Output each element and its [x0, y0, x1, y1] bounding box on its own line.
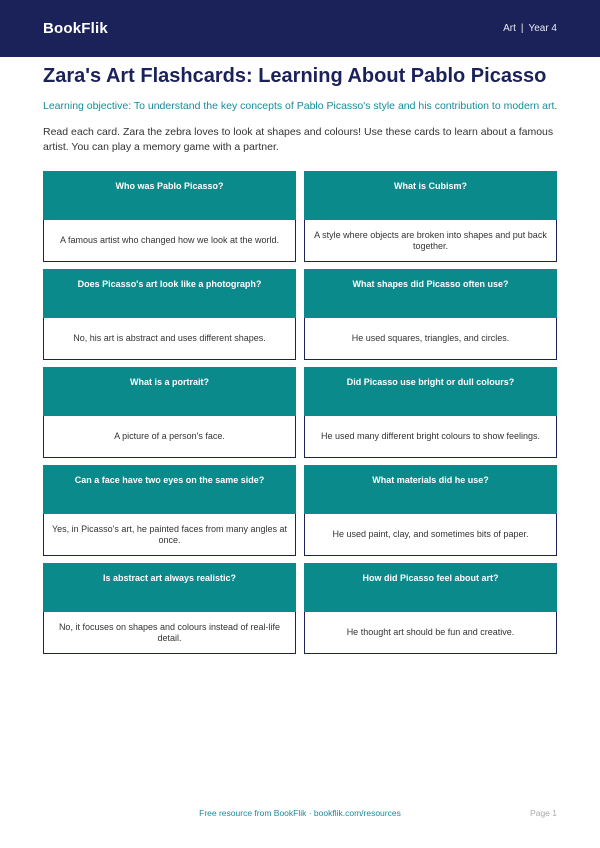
flashcard-answer: No, his art is abstract and uses different shapes. [43, 318, 296, 360]
flashcard-answer: Yes, in Picasso's art, he painted faces from many angles at once. [43, 514, 296, 556]
flashcard[interactable] [43, 269, 296, 360]
flashcard[interactable] [304, 563, 557, 654]
flashcard[interactable] [304, 269, 557, 360]
flashcard-answer: He used squares, triangles, and circles. [304, 318, 557, 360]
flashcard[interactable] [304, 171, 557, 262]
flashcard-answer: He used many different bright colours to show feelings. [304, 416, 557, 458]
flashcard-question: Is abstract art always realistic? [43, 563, 296, 612]
page-title: Zara's Art Flashcards: Learning About Pablo Picasso [43, 65, 547, 87]
footer-resource-link[interactable]: Free resource from BookFlik · bookflik.com/resources [199, 808, 401, 818]
flashcard[interactable] [43, 171, 296, 262]
flashcard-answer: No, it focuses on shapes and colours instead of real-life detail. [43, 612, 296, 654]
flashcard-question: What is a portrait? [43, 367, 296, 416]
intro-text: Read each card. Zara the zebra loves to look at shapes and colours! Use these cards to learn about a famous artist. You can play a memory game with a partner. [43, 126, 554, 153]
flashcard-answer: He used paint, clay, and sometimes bits of paper. [304, 514, 557, 556]
flashcard[interactable] [43, 563, 296, 654]
flashcard[interactable] [304, 367, 557, 458]
flashcard[interactable] [43, 367, 296, 458]
flashcard-answer: A famous artist who changed how we look at the world. [43, 220, 296, 262]
subject-year-label [503, 23, 557, 34]
flashcard-question: Can a face have two eyes on the same side? [43, 465, 296, 514]
page-number: Page 1 [530, 808, 557, 818]
flashcard-question: What materials did he use? [304, 465, 557, 514]
flashcard[interactable] [43, 465, 296, 556]
footer [0, 808, 600, 820]
flashcard-question: Does Picasso's art look like a photograph? [43, 269, 296, 318]
flashcard-answer: A style where objects are broken into shapes and put back together. [304, 220, 557, 262]
subject-label: Art [503, 23, 516, 34]
flashcard-answer: He thought art should be fun and creative. [304, 612, 557, 654]
flashcard-question: What shapes did Picasso often use? [304, 269, 557, 318]
flashcard-question: How did Picasso feel about art? [304, 563, 557, 612]
flashcard-answer: A picture of a person's face. [43, 416, 296, 458]
flashcard-question: What is Cubism? [304, 171, 557, 220]
flashcard-question: Who was Pablo Picasso? [43, 171, 296, 220]
flashcard-grid [43, 171, 557, 654]
brand-logo[interactable]: BookFlik [43, 20, 108, 37]
meta-separator: | [520, 23, 524, 34]
header-bar [0, 0, 600, 57]
learning-objective: Learning objective: To understand the key concepts of Pablo Picasso's style and his contribution to modern art. [43, 100, 558, 112]
flashcard-question: Did Picasso use bright or dull colours? [304, 367, 557, 416]
flashcard[interactable] [304, 465, 557, 556]
year-label: Year 4 [528, 23, 557, 34]
